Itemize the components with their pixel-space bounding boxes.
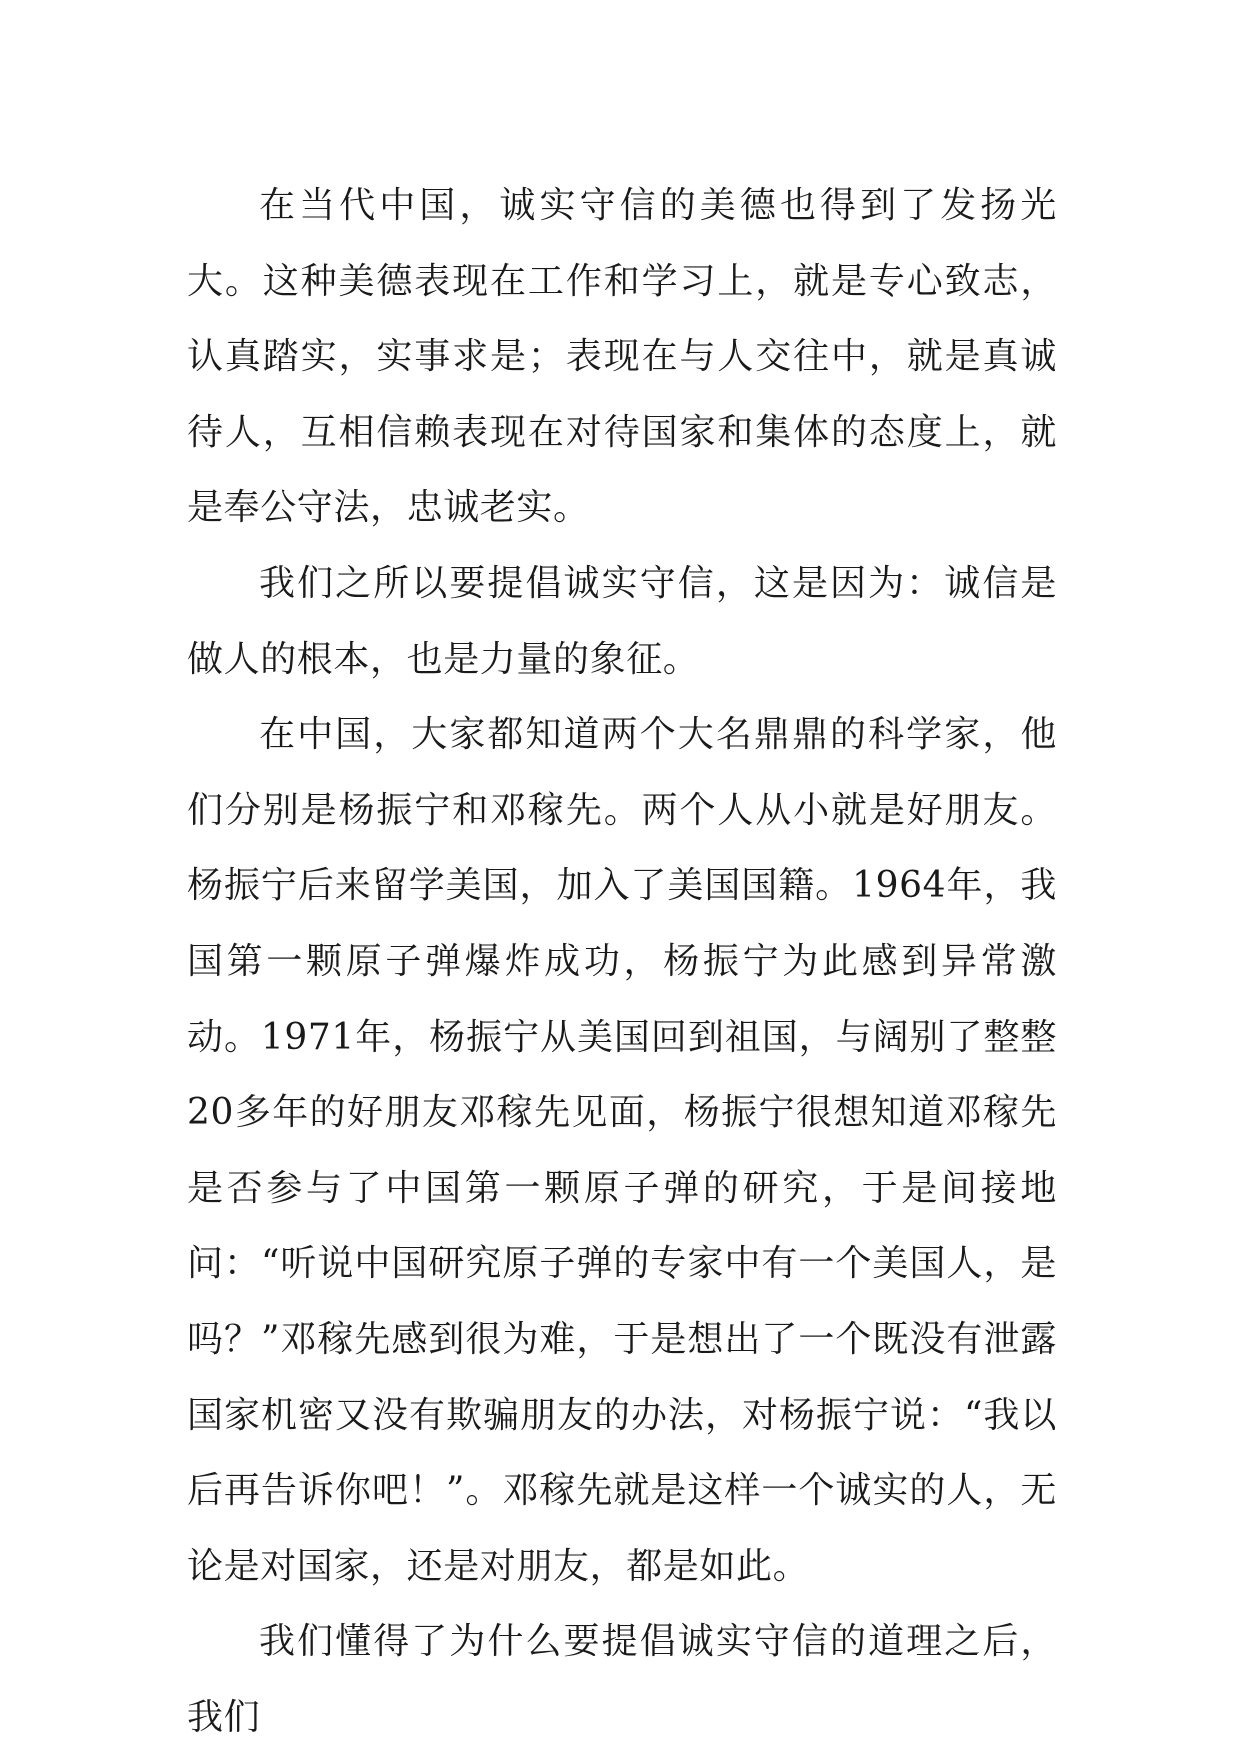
paragraph-3: 在中国，大家都知道两个大名鼎鼎的科学家，他们分别是杨振宁和邓稼先。两个人从小就是好朋友。杨振宁后来留学美国，加入了美国国籍。1964年，我国第一颗原子弹爆炸成功，杨振宁为此感到异常激动。1971年，杨振宁从美国回到祖国，与阔别了整整20多年的好朋友邓稼先见面，杨振宁很想知道邓稼先是否参与了中国第一颗原子弹的研究，于是间接地问：“听说中国研究原子弹的专家中有一个美国人，是吗？”邓稼先感到很为难，于是想出了一个既没有泄露国家机密又没有欺骗朋友的办法，对杨振宁说：“我以后再告诉你吧！”。邓稼先就是这样一个诚实的人，无论是对国家，还是对朋友，都是如此。: [187, 714, 1057, 1587]
paragraph-4: 我们懂得了为什么要提倡诚实守信的道理之后，我们: [187, 1621, 1057, 1738]
document-body: [187, 168, 1057, 1755]
paragraph-2: 我们之所以要提倡诚实守信，这是因为：诚信是做人的根本，也是力量的象征。: [187, 562, 1057, 680]
paragraph-1: 在当代中国，诚实守信的美德也得到了发扬光大。这种美德表现在工作和学习上，就是专心致志，认真踏实，实事求是；表现在与人交往中，就是真诚待人，互相信赖表现在对待国家和集体的态度上，就是奉公守法，忠诚老实。: [187, 185, 1057, 529]
